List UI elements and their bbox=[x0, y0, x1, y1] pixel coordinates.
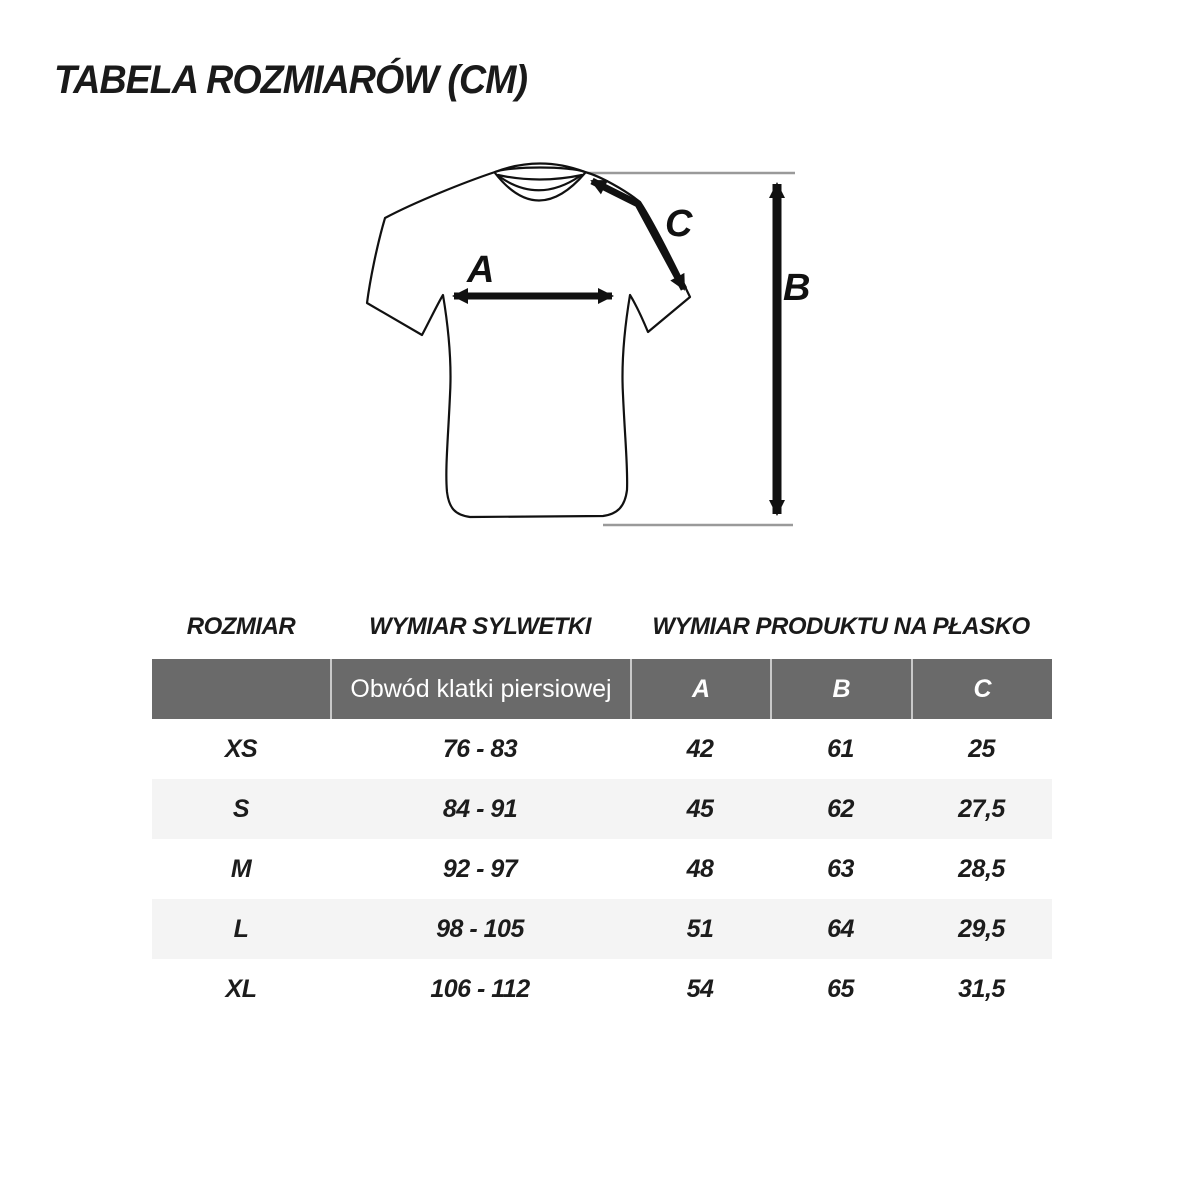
subheader-a-label: A bbox=[691, 674, 711, 703]
diagram-label-c: C bbox=[665, 203, 693, 245]
table-row-xl bbox=[152, 959, 1052, 1019]
subheader-a bbox=[630, 659, 770, 719]
size-table bbox=[152, 608, 1052, 1019]
cell-a: 48 bbox=[686, 854, 714, 883]
cell-b: 64 bbox=[827, 914, 854, 943]
table-row-s bbox=[152, 779, 1052, 839]
cell-b: 63 bbox=[827, 854, 854, 883]
cell-c: 31,5 bbox=[958, 974, 1005, 1003]
cell-size: L bbox=[233, 914, 249, 943]
cell-chest: 106 - 112 bbox=[430, 974, 530, 1003]
cell-size: S bbox=[232, 794, 250, 823]
cell-size: XL bbox=[225, 974, 257, 1003]
cell-c: 25 bbox=[968, 734, 995, 763]
cell-size: XS bbox=[224, 734, 258, 763]
table-row-l bbox=[152, 899, 1052, 959]
cell-c: 29,5 bbox=[958, 914, 1005, 943]
subheader-chest bbox=[330, 659, 630, 719]
table-row-xs bbox=[152, 719, 1052, 779]
cell-a: 51 bbox=[686, 914, 714, 943]
cell-b: 65 bbox=[827, 974, 854, 1003]
page-title: TABELA ROZMIARÓW (CM) bbox=[54, 58, 528, 102]
group-header-wymiar-produktu: WYMIAR PRODUKTU NA PŁASKO bbox=[652, 612, 1030, 640]
cell-chest: 98 - 105 bbox=[436, 914, 524, 943]
subheader-b-label: B bbox=[832, 674, 851, 703]
diagram-label-b: B bbox=[783, 267, 811, 309]
cell-a: 42 bbox=[686, 734, 714, 763]
cell-c: 28,5 bbox=[958, 854, 1005, 883]
subheader-c bbox=[911, 659, 1052, 719]
cell-chest: 92 - 97 bbox=[442, 854, 518, 883]
cell-b: 62 bbox=[827, 794, 854, 823]
cell-a: 54 bbox=[686, 974, 714, 1003]
table-subheader-row bbox=[152, 659, 1052, 719]
tshirt-measurement-diagram bbox=[355, 140, 845, 580]
cell-size: M bbox=[230, 854, 252, 883]
cell-chest: 76 - 83 bbox=[442, 734, 518, 763]
table-row-m bbox=[152, 839, 1052, 899]
subheader-b bbox=[770, 659, 911, 719]
group-header-rozmiar: ROZMIAR bbox=[186, 612, 296, 640]
cell-a: 45 bbox=[686, 794, 714, 823]
group-header-wymiar-sylwetki: WYMIAR SYLWETKI bbox=[369, 612, 591, 640]
table-group-header-row bbox=[152, 608, 1052, 645]
subheader-chest-label: Obwód klatki piersiowej bbox=[350, 674, 612, 703]
subheader-c-label: C bbox=[973, 674, 992, 703]
subheader-size-empty bbox=[152, 659, 330, 719]
cell-c: 27,5 bbox=[958, 794, 1005, 823]
diagram-label-a: A bbox=[467, 249, 495, 291]
cell-chest: 84 - 91 bbox=[442, 794, 518, 823]
cell-b: 61 bbox=[827, 734, 854, 763]
